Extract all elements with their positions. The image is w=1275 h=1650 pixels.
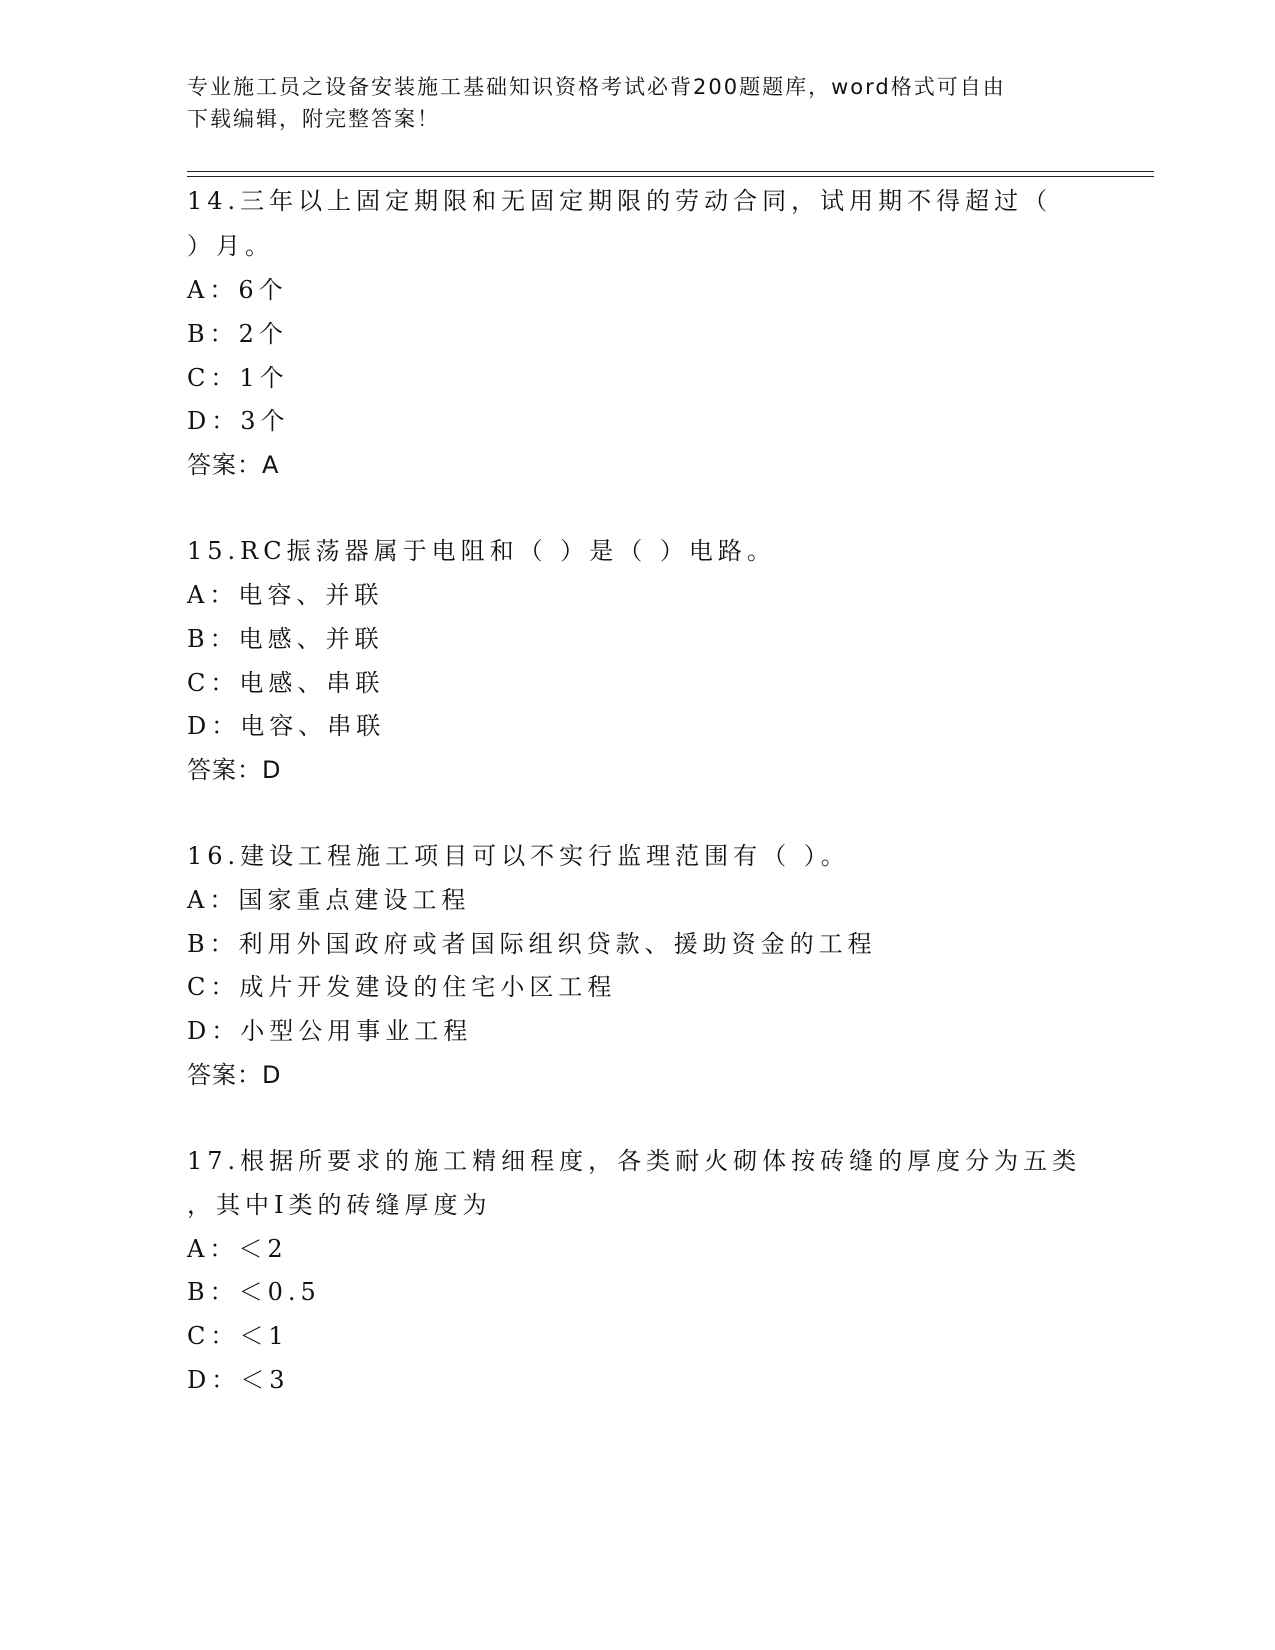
option-d: D：＜3 [187, 1366, 290, 1394]
answer-label: 答案：D [187, 756, 282, 784]
option-a: A：6个 [187, 276, 288, 304]
question-stem-continued: ，其中I类的砖缝厚度为 [187, 1191, 492, 1219]
option-d: D：小型公用事业工程 [187, 1017, 473, 1045]
option-a: A：＜2 [187, 1235, 288, 1263]
option-c: C：1个 [187, 364, 289, 392]
answer-label: 答案：D [187, 1061, 282, 1089]
header-divider-bottom [187, 176, 1154, 177]
document-header-line-1: 专业施工员之设备安装施工基础知识资格考试必背200题题库，word格式可自由 [187, 75, 1006, 99]
option-a: A：电容、并联 [187, 581, 384, 609]
question-stem: 14.三年以上固定期限和无固定期限的劳动合同，试用期不得超过（ [187, 187, 1053, 215]
option-d: D：电容、串联 [187, 712, 386, 740]
question-stem-continued: ）月。 [187, 232, 274, 260]
option-d: D：3个 [187, 407, 290, 435]
header-divider-top [187, 171, 1154, 172]
question-stem: 16.建设工程施工项目可以不实行监理范围有（ ）。 [187, 842, 850, 870]
question-stem: 17.根据所要求的施工精细程度，各类耐火砌体按砖缝的厚度分为五类 [187, 1147, 1082, 1175]
document-header-line-2: 下载编辑，附完整答案！ [187, 107, 440, 131]
option-b: B：＜0.5 [187, 1278, 321, 1306]
option-b: B：利用外国政府或者国际组织贷款、援助资金的工程 [187, 930, 877, 958]
question-stem: 15.RC振荡器属于电阻和（ ）是（ ）电路。 [187, 537, 776, 565]
option-a: A：国家重点建设工程 [187, 886, 471, 914]
option-b: B：电感、并联 [187, 625, 384, 653]
answer-label: 答案：A [187, 451, 280, 479]
option-c: C：成片开发建设的住宅小区工程 [187, 973, 617, 1001]
option-c: C：电感、串联 [187, 669, 385, 697]
option-c: C：＜1 [187, 1322, 289, 1350]
option-b: B：2个 [187, 320, 288, 348]
